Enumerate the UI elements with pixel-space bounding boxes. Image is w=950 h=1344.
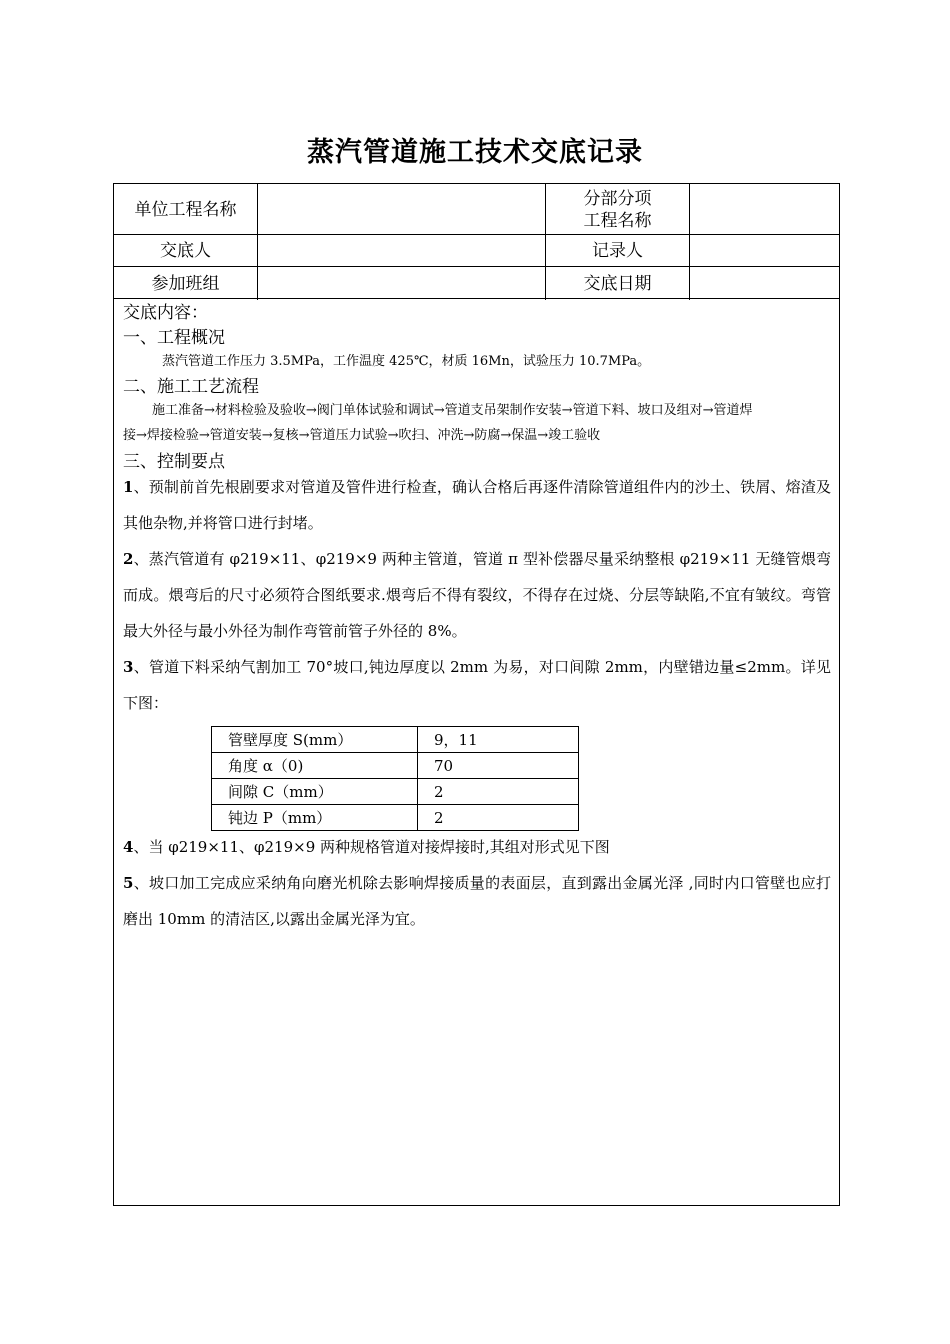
sub-project-label: [546, 184, 690, 235]
point-4: [123, 836, 831, 858]
date-field[interactable]: [690, 267, 841, 300]
section-2-title: 二、施工工艺流程: [123, 377, 259, 397]
point-5-text: 、坡口加工完成应采纳角向磨光机除去影响焊接质量的表面层，直到露出金属光泽 ,同时内口管壁也应打磨出 10mm 的清洁区,以露出金属光泽为宜。: [123, 874, 831, 928]
section-1-title: 一、工程概况: [123, 328, 225, 348]
table-cell: 角度 α（0): [212, 753, 418, 779]
point-4-text: 、当 φ219×11、φ219×9 两种规格管道对接焊接时,其组对形式见下图: [133, 838, 610, 856]
point-1-number: 1: [123, 478, 134, 496]
recorder-field[interactable]: [690, 235, 841, 267]
table-row: [212, 805, 579, 831]
point-2: [123, 541, 831, 649]
point-3-text: 、管道下料采纳气割加工 70°坡口,钝边厚度以 2mm 为易，对口间隙 2mm，内壁错边量≤2mm。详见下图：: [123, 658, 831, 712]
table-cell: 2: [418, 805, 579, 831]
section-3-title: 三、控制要点: [123, 452, 225, 472]
content-intro: 交底内容：: [123, 303, 208, 323]
bevel-spec-table: [211, 726, 579, 831]
section-2-line-2: 接→焊接检验→管道安装→复核→管道压力试验→吹扫、冲洗→防腐→保温→竣工验收: [123, 428, 601, 443]
team-label: 参加班组: [114, 267, 258, 300]
section-1-text: 蒸汽管道工作压力 3.5MPa，工作温度 425℃，材质 16Mn，试验压力 10.7MPa。: [162, 354, 651, 369]
unit-project-label: 单位工程名称: [114, 184, 258, 235]
section-2-line-1: 施工准备→材料检验及验收→阀门单体试验和调试→管道支吊架制作安装→管道下料、坡口及组对→管道焊: [152, 403, 753, 418]
point-5: [123, 865, 831, 937]
table-cell: 间隙 C（mm）: [212, 779, 418, 805]
point-3: [123, 649, 831, 721]
point-1: [123, 469, 831, 541]
table-cell: 9，11: [418, 727, 579, 753]
point-1-text: 、预制前首先根剧要求对管道及管件进行检查，确认合格后再逐件清除管道组件内的沙土、铁屑、熔渣及其他杂物,并将管口进行封堵。: [123, 478, 831, 532]
presenter-field[interactable]: [258, 235, 546, 267]
header-row-2: [114, 235, 839, 267]
point-4-number: 4: [123, 838, 134, 856]
header-row-1: [114, 184, 839, 235]
sub-project-field[interactable]: [690, 184, 841, 235]
point-2-text: 、蒸汽管道有 φ219×11、φ219×9 两种主管道，管道 π 型补偿器尽量采纳整根 φ219×11 无缝管煨弯而成。煨弯后的尺寸必须符合图纸要求.煨弯后不得有裂纹，不得存在过烧、分层等缺陷,不宜有皱纹。弯管最大外径与最小外径为制作弯管前管子外径的 8%。: [123, 550, 831, 640]
table-cell: 2: [418, 779, 579, 805]
header-row-3: [114, 267, 839, 300]
date-label: 交底日期: [546, 267, 690, 300]
table-cell: 管壁厚度 S(mm）: [212, 727, 418, 753]
table-cell: 钝边 P（mm）: [212, 805, 418, 831]
sub-project-label-line2: 工程名称: [583, 210, 652, 231]
document-title: 蒸汽管道施工技术交底记录: [307, 137, 643, 168]
point-5-number: 5: [123, 874, 134, 892]
point-3-number: 3: [123, 658, 134, 676]
recorder-label: 记录人: [546, 235, 690, 267]
team-field[interactable]: [258, 267, 546, 300]
presenter-label: 交底人: [114, 235, 258, 267]
table-row: [212, 753, 579, 779]
record-form: [113, 183, 840, 1206]
table-row: [212, 727, 579, 753]
table-cell: 70: [418, 753, 579, 779]
unit-project-field[interactable]: [258, 184, 546, 235]
point-2-number: 2: [123, 550, 134, 568]
table-row: [212, 779, 579, 805]
divider: [114, 298, 839, 299]
sub-project-label-line1: 分部分项: [583, 188, 652, 209]
